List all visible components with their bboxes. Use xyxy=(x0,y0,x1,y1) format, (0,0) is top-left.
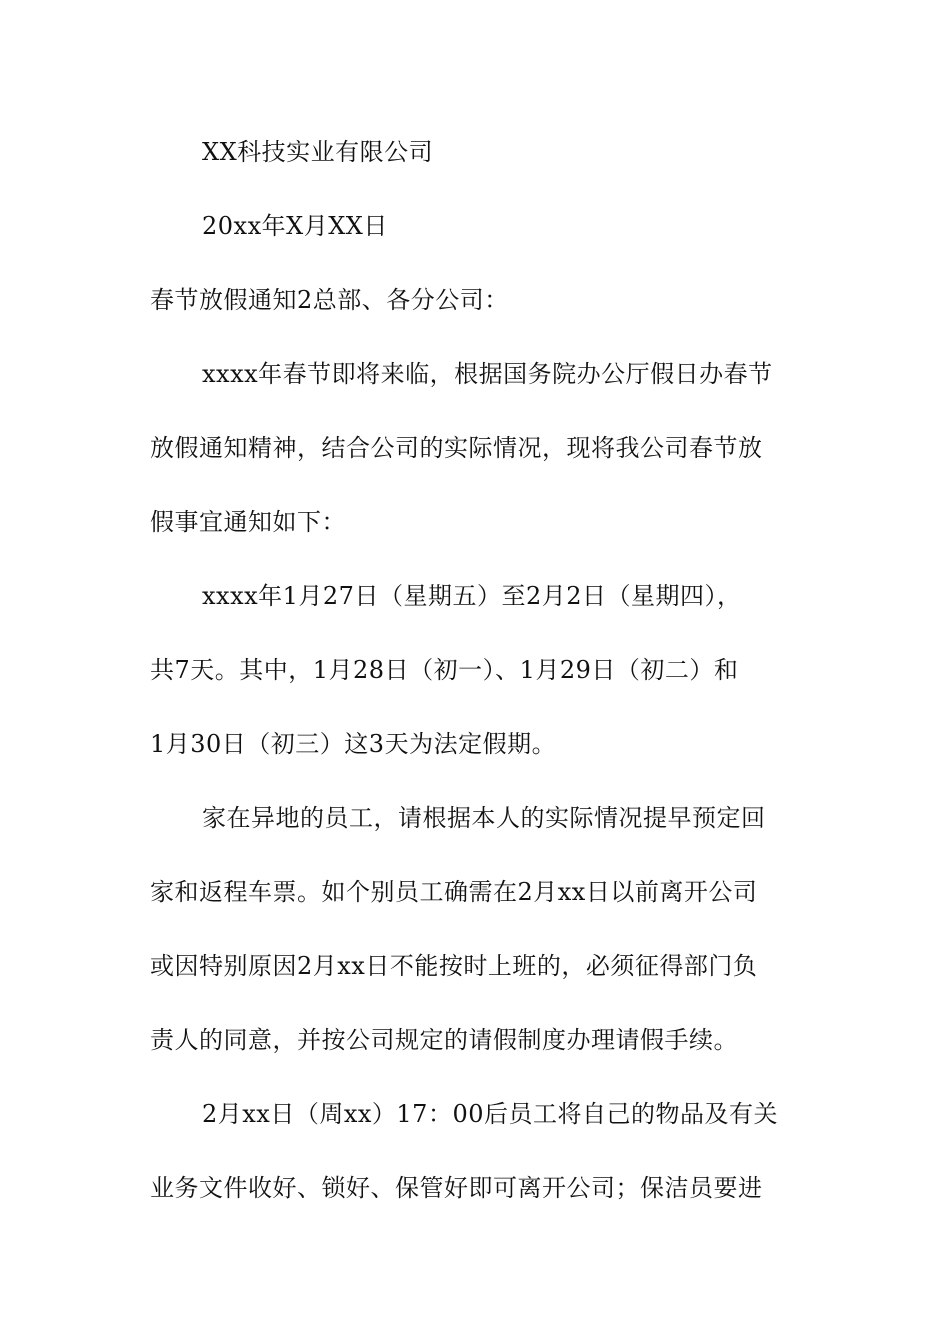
paragraph-2-line-3: 1月30日（初三）这3天为法定假期。 xyxy=(150,730,557,758)
paragraph-1-line-1: xxxx年春节即将来临，根据国务院办公厅假日办春节 xyxy=(202,360,773,388)
notice-heading: 春节放假通知2总部、各分公司： xyxy=(150,286,509,314)
paragraph-3-line-3: 或因特别原因2月xx日不能按时上班的，必须征得部门负 xyxy=(150,952,758,980)
paragraph-3-line-4: 责人的同意，并按公司规定的请假制度办理请假手续。 xyxy=(150,1026,738,1054)
paragraph-4-line-1: 2月xx日（周xx）17：00后员工将自己的物品及有关 xyxy=(202,1100,778,1128)
signature-date: 20xx年X月XX日 xyxy=(202,212,388,240)
signature-company: XX科技实业有限公司 xyxy=(202,138,434,166)
paragraph-1-line-3: 假事宜通知如下： xyxy=(150,508,346,536)
paragraph-3-line-1: 家在异地的员工，请根据本人的实际情况提早预定回 xyxy=(202,804,766,832)
paragraph-1-line-2: 放假通知精神，结合公司的实际情况，现将我公司春节放 xyxy=(150,434,763,462)
paragraph-2-line-2: 共7天。其中，1月28日（初一）、1月29日（初二）和 xyxy=(150,656,739,684)
paragraph-4-line-2: 业务文件收好、锁好、保管好即可离开公司；保洁员要进 xyxy=(150,1174,763,1202)
paragraph-3-line-2: 家和返程车票。如个别员工确需在2月xx日以前离开公司 xyxy=(150,878,758,906)
paragraph-2-line-1: xxxx年1月27日（星期五）至2月2日（星期四）， xyxy=(202,582,742,610)
